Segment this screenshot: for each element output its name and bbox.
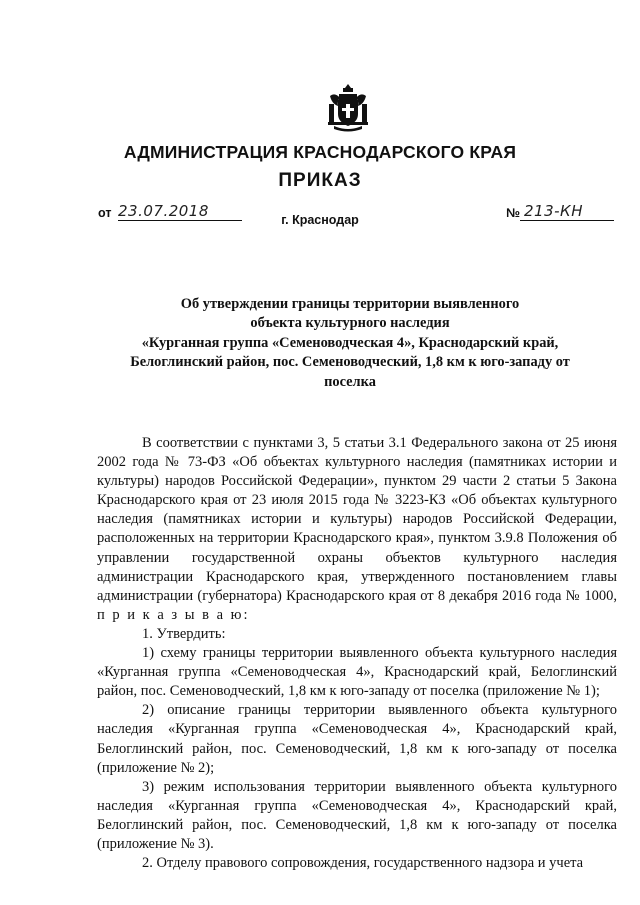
- clause-1-3: 3) режим использования территории выявленного объекта культурного наследия «Курганная группа «Семеноводческая 4», Краснодарский край, Белоглинский район, пос. Семеноводческий, 1,8 км к юго-западу от поселка (приложение № 3).: [97, 778, 617, 852]
- title-line: объекта культурного наследия: [250, 315, 450, 332]
- clause-1-2: 2) описание границы территории выявленного объекта культурного наследия «Курганная группа «Семеноводческая 4», Краснодарский край, Белоглинский район, пос. Семеноводческий, 1,8 км к юго-западу от поселка (приложение № 2);: [97, 702, 617, 776]
- order-word: п р и к а з ы в а ю:: [97, 606, 250, 623]
- document-title: [90, 295, 610, 392]
- title-line: поселка: [324, 373, 376, 390]
- number-prefix: №: [506, 206, 520, 220]
- clause-1: 1. Утвердить:: [142, 625, 226, 642]
- clause-1-1: 1) схему границы территории выявленного объекта культурного наследия «Курганная группа «Семеноводческая 4», Краснодарский край, Белоглинский район, пос. Семеноводческий, 1,8 км к юго-западу от поселка (приложение № 1);: [97, 645, 617, 700]
- title-line: Белоглинский район, пос. Семеноводческий, 1,8 км к юго-западу от: [130, 354, 570, 371]
- document-body: [97, 434, 617, 873]
- organization-name: АДМИНИСТРАЦИЯ КРАСНОДАРСКОГО КРАЯ: [123, 142, 517, 162]
- title-line: «Курганная группа «Семеноводческая 4», Краснодарский край,: [141, 334, 559, 351]
- city: г. Краснодар: [281, 213, 359, 227]
- coat-of-arms-icon: [326, 82, 370, 132]
- date-prefix: от: [98, 206, 112, 220]
- preamble-paragraph: [97, 434, 617, 625]
- title-line: Об утверждении границы территории выявленного: [180, 296, 520, 312]
- document-type: ПРИКАЗ: [278, 170, 362, 191]
- clause-2: 2. Отделу правового сопровождения, государственного надзора и учета: [142, 855, 584, 872]
- order-date: 23.07.2018: [118, 202, 242, 221]
- preamble-text: В соответствии с пунктами 3, 5 статьи 3.1 Федерального закона от 25 июня 2002 года № 73-ФЗ «Об объектах культурного наследия (памятниках истории и культуры) народов Российской Федерации», пунктом 29 части 2 статьи 5 Закона Краснодарского края от 23 июля 2015 года № 3223-КЗ «Об объектах культурного наследия (памятниках истории и культуры) народов Российской Федерации, расположенных на территории Краснодарского края», пунктом 3.9.8 Положения об управлении государственной охраны объектов культурного наследия администрации Краснодарского края, утвержденного постановлением главы администрации (губернатора) Краснодарского края от 8 декабря 2016 года № 1000,: [97, 435, 617, 604]
- order-number: 213-КН: [520, 202, 614, 221]
